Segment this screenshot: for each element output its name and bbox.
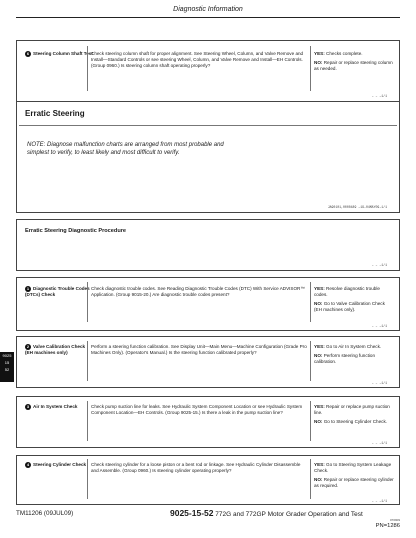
table-row-steering-column <box>16 40 400 102</box>
no-text: Go to Valve Calibration Check (EH machines only). <box>314 301 385 312</box>
row-tag: – – –1/1 <box>371 381 387 385</box>
footer-code: 070909 <box>389 518 400 522</box>
column-divider <box>310 341 311 381</box>
yes-text: Go to Air In System Check. <box>326 344 382 349</box>
no-text: Repair or replace steering column as needed. <box>314 60 393 71</box>
footer-title: 9025-15-52 772G and 772GP Motor Grader Operation and Test <box>170 508 363 518</box>
step-number-icon: 6 <box>26 51 30 56</box>
column-divider <box>87 341 88 381</box>
yes-text: Resolve diagnostic trouble codes. <box>314 286 380 297</box>
table-row-steering-cylinder <box>16 455 400 505</box>
note-text: NOTE: Diagnose malfunction charts are arranged from most probable and simplest to verify, to least likely and most difficult to verify. <box>27 142 224 156</box>
row-tag: – – –1/1 <box>371 441 387 445</box>
procedure-title: Erratic Steering Diagnostic Procedure <box>25 228 127 234</box>
section-title: Erratic Steering <box>25 109 85 118</box>
yes-text: Go to Steering System Leakage Check. <box>314 462 392 473</box>
footer-page-number: PN=1286 <box>375 523 400 529</box>
step-procedure: Check steering cylinder for a loose piston or a bent rod or linkage. See Hydraulic Cylinder Disassemble and Assemble. (Group 0960.) Is steering cylinder operating properly? <box>91 462 301 473</box>
diagnostic-procedure-box <box>16 219 400 271</box>
row-tag: – – –1/1 <box>371 94 387 98</box>
no-text: Perform steering function calibration. <box>314 353 376 364</box>
step-procedure: Check steering column shaft for proper alignment. See Steering Wheel, Column, and Valve Remove and Install—Standard Controls or see steering Wheel, Column, and Valve Remove and Install—EH Controls. (Group 0960.) Is steering column shaft operating properly? <box>91 51 304 68</box>
procedure-tag: – – –1/1 <box>371 263 387 267</box>
step-procedure: Check pump suction line for leaks. See Hydraulic System Component Location or see Hydraulic System Component Location—EH Controls. (Group 9025-15.) Is there a leak in the pump suction line? <box>91 404 303 415</box>
section-side-tab: 9025 15 52 <box>0 352 14 382</box>
column-divider <box>87 401 88 441</box>
column-divider <box>87 459 88 499</box>
step-title: 4 Steering Cylinder Check <box>26 462 87 468</box>
step-title: 2 Valve Calibration Check (EH machines only) <box>25 344 86 356</box>
column-divider <box>310 46 311 91</box>
column-divider <box>87 46 88 91</box>
section-tag: JA90101,0000489 –19–04MAY09–1/1 <box>327 205 387 209</box>
footer-document-id: TM11206 (09JUL09) <box>16 510 74 517</box>
step-number-icon: 1 <box>26 286 30 291</box>
yes-text: Checks complete. <box>326 51 363 56</box>
step-result: YES: Repair or replace pump suction line. NO: Go to Steering Cylinder Check. <box>314 404 390 424</box>
table-row-valve-calibration <box>16 336 400 388</box>
step-number-icon: 2 <box>26 344 30 349</box>
step-result: YES: Checks complete. NO: Repair or replace steering column as needed. <box>314 51 393 71</box>
step-result: YES: Go to Air In System Check. NO: Perform steering function calibration. <box>314 344 382 364</box>
table-row-dtc-check <box>16 277 400 331</box>
page-header-title: Diagnostic Information <box>173 6 243 13</box>
column-divider <box>87 282 88 322</box>
column-divider <box>310 459 311 499</box>
row-tag: – – –1/1 <box>371 499 387 503</box>
step-title: 3 Air In System Check <box>26 404 78 410</box>
step-title: 6 Steering Column Shaft Test <box>26 51 93 57</box>
yes-text: Repair or replace pump suction line. <box>314 404 390 415</box>
footer-page-ref: 9025-15-52 <box>170 508 214 518</box>
step-number-icon: 3 <box>26 404 30 409</box>
table-row-air-in-system <box>16 396 400 448</box>
column-divider <box>310 401 311 441</box>
step-title: 1 Diagnostic Trouble Codes (DTCs) Check <box>25 286 90 298</box>
no-text: Go to Steering Cylinder Check. <box>323 419 388 424</box>
row-tag: – – –1/1 <box>371 324 387 328</box>
step-procedure: Check diagnostic trouble codes. See Reading Diagnostic Trouble Codes (DTC) With Service ADVISOR™ Application. (Group 9015-20.) Are diagnostic trouble codes present? <box>91 286 305 297</box>
header-rule <box>16 17 400 18</box>
erratic-steering-section <box>16 101 400 213</box>
step-procedure: Perform a steering function calibration. See Display Unit—Main Menu—Machine Configuration (Grade Pro Machines Only). (Operator's Manual.) Is the steering function calibrated properly? <box>91 344 307 355</box>
step-result: YES: Go to Steering System Leakage Check. NO: Repair or replace steering cylinder as required. <box>314 462 394 488</box>
step-result: YES: Resolve diagnostic trouble codes. NO: Go to Valve Calibration Check (EH machines only). <box>314 286 385 312</box>
step-number-icon: 4 <box>26 462 30 467</box>
title-rule <box>19 125 397 126</box>
column-divider <box>310 282 311 322</box>
no-text: Repair or replace steering cylinder as required. <box>314 477 394 488</box>
